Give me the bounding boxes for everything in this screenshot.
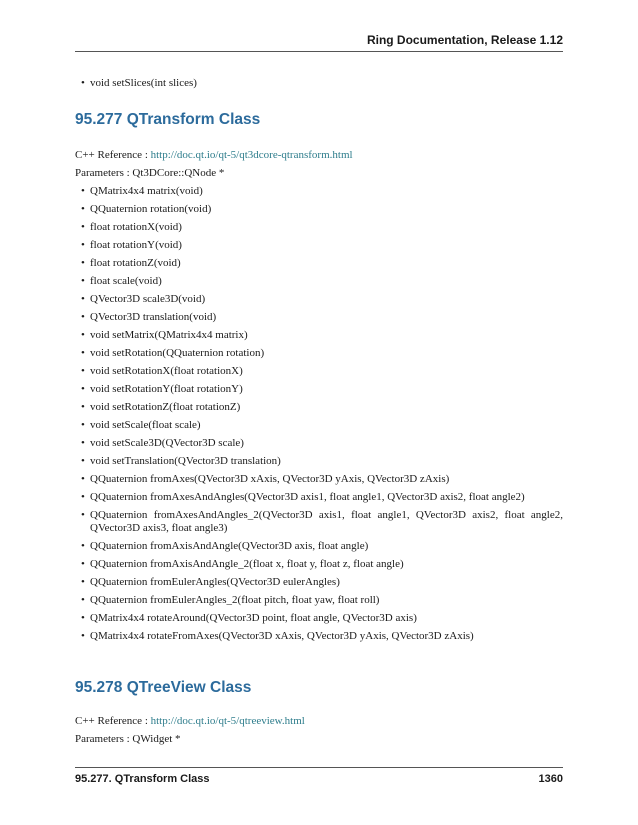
parameters-qtreeview: Parameters : QWidget * (75, 733, 181, 745)
bullet-icon: • (81, 401, 85, 413)
bullet-icon: • (81, 203, 85, 215)
method-list-item (75, 77, 563, 90)
method-signature: QQuaternion fromAxesAndAngles_2(QVector3D axis1, float angle1, QVector3D axis2, float angle2, QVector3D axis3, float angle3) (90, 509, 563, 534)
bullet-icon: • (81, 455, 85, 467)
bullet-icon: • (81, 473, 85, 485)
bullet-icon: • (81, 329, 85, 341)
bullet-icon: • (81, 293, 85, 305)
method-list-item (75, 293, 563, 306)
method-signature: void setRotation(QQuaternion rotation) (90, 347, 265, 359)
method-list-item (75, 419, 563, 432)
section-heading-qtransform: 95.277 QTransform Class (75, 111, 261, 128)
method-list-item (75, 329, 563, 342)
top-method-list (75, 77, 563, 95)
method-list-item (75, 365, 563, 378)
bullet-icon: • (81, 275, 85, 287)
bullet-icon: • (81, 77, 85, 89)
method-signature: float rotationY(void) (90, 239, 182, 251)
method-signature: QQuaternion fromAxisAndAngle_2(float x, float y, float z, float angle) (90, 558, 404, 570)
footer-section-title: 95.277. QTransform Class (75, 773, 210, 785)
bullet-icon: • (81, 509, 85, 521)
method-signature: void setScale3D(QVector3D scale) (90, 437, 244, 449)
footer-divider (75, 767, 563, 768)
method-signature: void setRotationY(float rotationY) (90, 383, 243, 395)
method-list-item (75, 576, 563, 589)
method-signature: QQuaternion fromEulerAngles(QVector3D eulerAngles) (90, 576, 340, 588)
bullet-icon: • (81, 558, 85, 570)
method-signature: void setScale(float scale) (90, 419, 201, 431)
method-list-item (75, 473, 563, 486)
method-signature: QMatrix4x4 rotateFromAxes(QVector3D xAxis, QVector3D yAxis, QVector3D zAxis) (90, 630, 474, 642)
method-signature: void setMatrix(QMatrix4x4 matrix) (90, 329, 248, 341)
bullet-icon: • (81, 365, 85, 377)
method-list-item (75, 594, 563, 607)
bullet-icon: • (81, 257, 85, 269)
method-signature: QQuaternion fromAxes(QVector3D xAxis, QVector3D yAxis, QVector3D zAxis) (90, 473, 450, 485)
bullet-icon: • (81, 612, 85, 624)
method-signature: QVector3D translation(void) (90, 311, 217, 323)
cpp-reference-label: C++ Reference : (75, 715, 151, 727)
footer-page-number: 1360 (538, 773, 563, 785)
method-list-item (75, 239, 563, 252)
method-list-item (75, 311, 563, 324)
method-list-item (75, 275, 563, 288)
method-list-item (75, 612, 563, 625)
qtreeview-reference-link[interactable]: http://doc.qt.io/qt-5/qtreeview.html (150, 715, 305, 727)
method-signature: void setRotationX(float rotationX) (90, 365, 243, 377)
bullet-icon: • (81, 311, 85, 323)
method-list-item (75, 203, 563, 216)
qtransform-method-list (75, 185, 563, 648)
method-list-item (75, 437, 563, 450)
method-list-item (75, 185, 563, 198)
running-header-title: Ring Documentation, Release 1.12 (366, 33, 563, 47)
header-divider (75, 51, 563, 52)
method-signature: float rotationZ(void) (90, 257, 181, 269)
method-list-item (75, 491, 563, 504)
bullet-icon: • (81, 630, 85, 642)
method-list-item (75, 257, 563, 270)
method-signature: float scale(void) (90, 275, 162, 287)
parameters-qtransform: Parameters : Qt3DCore::QNode * (75, 167, 225, 179)
method-list-item (75, 455, 563, 468)
bullet-icon: • (81, 239, 85, 251)
method-signature: QQuaternion fromAxesAndAngles(QVector3D axis1, float angle1, QVector3D axis2, float angle2) (90, 491, 525, 503)
qtransform-reference-link[interactable]: http://doc.qt.io/qt-5/qt3dcore-qtransform.html (150, 149, 353, 161)
bullet-icon: • (81, 594, 85, 606)
cpp-reference-label: C++ Reference : (75, 149, 151, 161)
method-signature: QQuaternion rotation(void) (90, 203, 212, 215)
method-list-item (75, 383, 563, 396)
method-list-item (75, 221, 563, 234)
bullet-icon: • (81, 540, 85, 552)
method-signature: QVector3D scale3D(void) (90, 293, 206, 305)
cpp-reference-qtreeview (75, 715, 305, 728)
cpp-reference-qtransform (75, 149, 353, 162)
method-signature: void setSlices(int slices) (90, 77, 197, 89)
bullet-icon: • (81, 383, 85, 395)
bullet-icon: • (81, 576, 85, 588)
bullet-icon: • (81, 185, 85, 197)
bullet-icon: • (81, 419, 85, 431)
section-heading-qtreeview: 95.278 QTreeView Class (75, 679, 252, 696)
method-signature: QMatrix4x4 rotateAround(QVector3D point, float angle, QVector3D axis) (90, 612, 417, 624)
method-list-item (75, 540, 563, 553)
method-signature: void setTranslation(QVector3D translation) (90, 455, 281, 467)
method-signature: void setRotationZ(float rotationZ) (90, 401, 241, 413)
bullet-icon: • (81, 491, 85, 503)
method-list-item (75, 630, 563, 643)
method-signature: float rotationX(void) (90, 221, 182, 233)
bullet-icon: • (81, 221, 85, 233)
bullet-icon: • (81, 437, 85, 449)
method-list-item (75, 558, 563, 571)
method-signature: QMatrix4x4 matrix(void) (90, 185, 203, 197)
method-signature: QQuaternion fromAxisAndAngle(QVector3D axis, float angle) (90, 540, 369, 552)
method-list-item (75, 347, 563, 360)
method-list-item (75, 509, 563, 535)
method-signature: QQuaternion fromEulerAngles_2(float pitch, float yaw, float roll) (90, 594, 380, 606)
bullet-icon: • (81, 347, 85, 359)
method-list-item (75, 401, 563, 414)
